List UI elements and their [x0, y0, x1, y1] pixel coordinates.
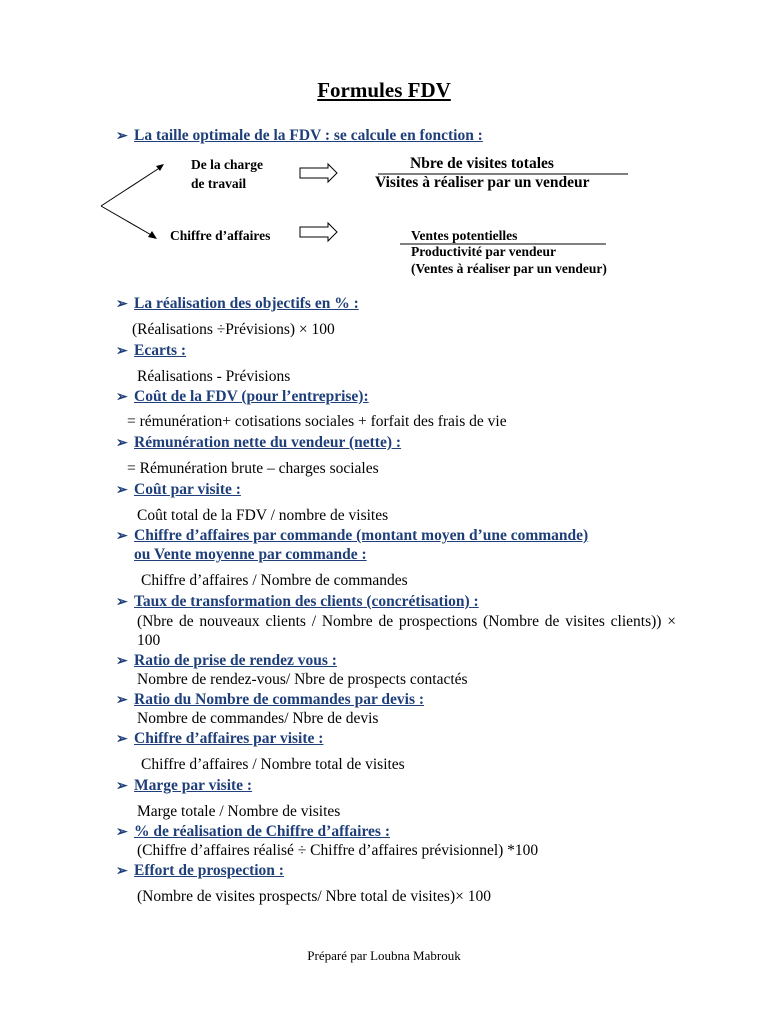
bullet-arrow-icon: ➢ — [116, 529, 128, 544]
diagram-bottom-denominator: Productivité par vendeur — [411, 244, 556, 259]
bullet-arrow-icon: ➢ — [116, 779, 128, 794]
diagram-top-numerator: Nbre de visites totales — [410, 155, 554, 172]
section-body-ca-par-commande: Chiffre d’affaires / Nombre de commandes — [141, 572, 408, 589]
section-body-ca-par-visite: Chiffre d’affaires / Nombre total de visites — [141, 756, 405, 773]
bullet-arrow-icon: ➢ — [116, 595, 128, 610]
bullet-arrow-icon: ➢ — [116, 297, 128, 312]
branch-line-top — [101, 167, 161, 206]
implies-arrow-bottom-icon — [300, 223, 337, 241]
bullet-arrow-icon: ➢ — [116, 129, 128, 144]
section-heading-effort-prospection: ➢ Effort de prospection : — [116, 862, 284, 879]
section-heading-pct-realisation-ca: ➢ % de réalisation de Chiffre d’affaires : — [116, 823, 390, 840]
section-body-ratio-rendez-vous: Nombre de rendez-vous/ Nbre de prospects contactés — [137, 671, 468, 688]
section-heading-vente-moyenne: ou Vente moyenne par commande : — [134, 546, 367, 563]
diagram-bottom-label: Chiffre d’affaires — [170, 228, 271, 243]
section-heading-ratio-rendez-vous: ➢ Ratio de prise de rendez vous : — [116, 652, 337, 669]
section-body-taux-transformation: (Nbre de nouveaux clients / Nombre de prospections (Nombre de visites clients)) × 100 — [137, 613, 676, 649]
bullet-arrow-icon: ➢ — [116, 654, 128, 669]
section-body-ecarts: Réalisations - Prévisions — [137, 368, 291, 385]
section-body-cout-par-visite: Coût total de la FDV / nombre de visites — [137, 507, 389, 524]
section-heading-taille-optimale: ➢ La taille optimale de la FDV : se calcule en fonction : — [116, 127, 483, 144]
diagram-lines — [0, 0, 768, 300]
section-heading-ecarts: ➢ Ecarts : — [116, 342, 187, 359]
implies-arrow-top-icon — [300, 164, 337, 182]
bullet-arrow-icon: ➢ — [116, 825, 128, 840]
branch-line-bottom — [101, 206, 153, 236]
section-body-ratio-commandes-devis: Nombre de commandes/ Nbre de devis — [137, 710, 379, 727]
section-heading-realisation-objectifs: ➢ La réalisation des objectifs en % : — [116, 295, 359, 312]
bullet-arrow-icon: ➢ — [116, 864, 128, 879]
bullet-arrow-icon: ➢ — [116, 436, 128, 451]
section-heading-cout-par-visite: ➢ Coût par visite : — [116, 481, 241, 498]
section-body-cout-fdv: = rémunération+ cotisations sociales + forfait des frais de vie — [127, 413, 507, 430]
section-body-effort-prospection: (Nombre de visites prospects/ Nbre total de visites)× 100 — [137, 888, 491, 905]
diagram-bottom-numerator: Ventes potentielles — [411, 228, 518, 243]
section-heading-ca-par-commande: ➢ Chiffre d’affaires par commande (montant moyen d’une commande) — [116, 527, 589, 544]
section-heading-remuneration-nette: ➢ Rémunération nette du vendeur (nette) : — [116, 434, 402, 451]
section-heading-ratio-commandes-devis: ➢ Ratio du Nombre de commandes par devis : — [116, 691, 425, 708]
section-heading-marge-par-visite: ➢ Marge par visite : — [116, 777, 253, 794]
diagram-top-denominator: Visites à réaliser par un vendeur — [375, 174, 590, 191]
section-body-pct-realisation-ca: (Chiffre d’affaires réalisé ÷ Chiffre d’affaires prévisionnel) *100 — [137, 842, 539, 859]
section-heading-taux-transformation: ➢ Taux de transformation des clients (concrétisation) : — [116, 593, 479, 610]
section-body-realisation-objectifs: (Réalisations ÷Prévisions) × 100 — [132, 321, 335, 338]
page-title: Formules FDV — [317, 78, 451, 102]
bullet-arrow-icon: ➢ — [116, 693, 128, 708]
section-body-marge-par-visite: Marge totale / Nombre de visites — [137, 803, 341, 820]
bullet-arrow-icon: ➢ — [116, 344, 128, 359]
section-heading-cout-fdv: ➢ Coût de la FDV (pour l’entreprise): — [116, 388, 369, 405]
branch-arrowhead-bottom — [148, 231, 157, 239]
bullet-arrow-icon: ➢ — [116, 732, 128, 747]
section-heading-ca-par-visite: ➢ Chiffre d’affaires par visite : — [116, 730, 324, 747]
diagram-bottom-note: (Ventes à réaliser par un vendeur) — [411, 261, 607, 276]
diagram-top-label-line2: de travail — [191, 176, 247, 191]
section-body-remuneration-nette: = Rémunération brute – charges sociales — [127, 460, 379, 477]
bullet-arrow-icon: ➢ — [116, 390, 128, 405]
diagram-top-label-line1: De la charge — [191, 157, 263, 172]
footer-author: Préparé par Loubna Mabrouk — [307, 948, 461, 963]
bullet-arrow-icon: ➢ — [116, 483, 128, 498]
